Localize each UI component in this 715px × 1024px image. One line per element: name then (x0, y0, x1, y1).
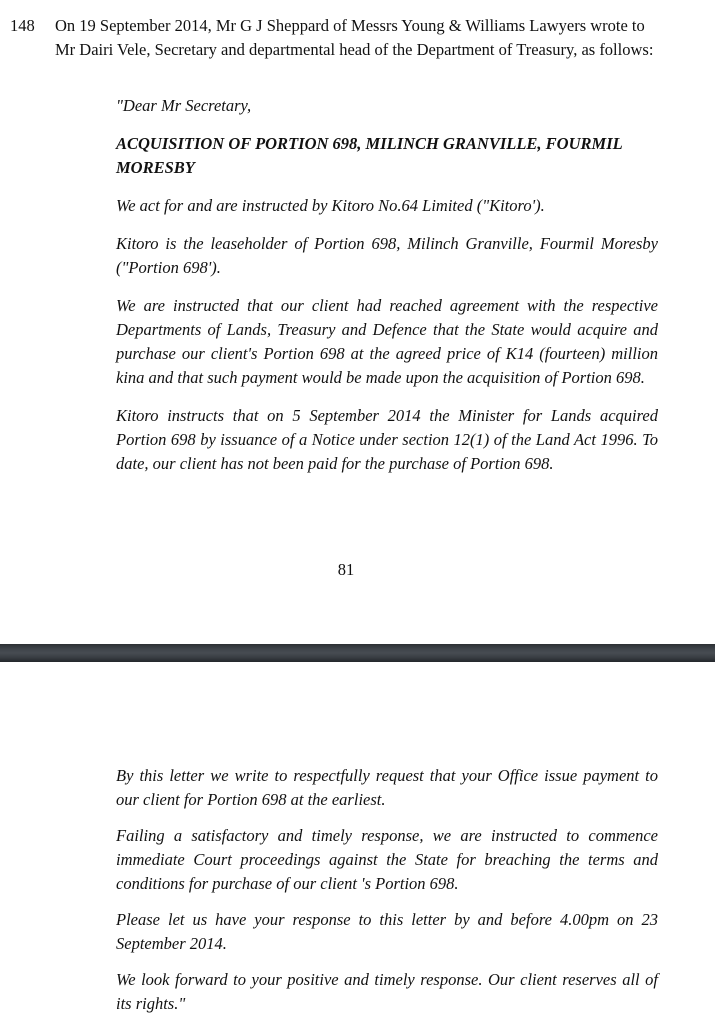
letter-salutation: "Dear Mr Secretary, (116, 96, 252, 115)
page-2 (0, 662, 715, 1024)
letter-paragraph: We look forward to your positive and timely response. Our client reserves all of its rights." (116, 970, 658, 1013)
letter-subject-line: ACQUISITION OF PORTION 698, MILINCH GRANVILLE, FOURMIL MORESBY (116, 134, 623, 177)
letter-paragraph: Kitoro instructs that on 5 September 2014 the Minister for Lands acquired Portion 698 by issuance of a Notice under section 12(1) of the Land Act 1996. To date, our client has not been paid for the purchase of Portion 698. (116, 406, 658, 473)
letter-paragraph: Please let us have your response to this letter by and before 4.00pm on 23 September 2014. (116, 910, 658, 953)
quoted-letter-page1 (116, 94, 658, 476)
intro-paragraph: On 19 September 2014, Mr G J Sheppard of Messrs Young & Williams Lawyers wrote to Mr Dairi Vele, Secretary and departmental head of the Department of Treasury, as follows: (55, 16, 654, 59)
page-number: 81 (337, 560, 355, 579)
letter-paragraph: Kitoro is the leaseholder of Portion 698, Milinch Granville, Fourmil Moresby ("Portion 698'). (116, 234, 658, 277)
paragraph-number: 148 (10, 16, 35, 35)
letter-paragraph: Failing a satisfactory and timely response, we are instructed to commence immediate Court proceedings against the State for breaching the terms and conditions for purchase of our client 's Portion 698. (116, 826, 658, 893)
numbered-paragraph-148 (10, 14, 670, 62)
letter-paragraph: By this letter we write to respectfully request that your Office issue payment to our client for Portion 698 at the earliest. (116, 766, 658, 809)
page-separator-band (0, 644, 715, 662)
letter-paragraph: We act for and are instructed by Kitoro No.64 Limited ("Kitoro'). (116, 196, 545, 215)
letter-paragraph: We are instructed that our client had reached agreement with the respective Departments of Lands, Treasury and Defence that the State would acquire and purchase our client's Portion 698 at the agreed price of K14 (fourteen) million kina and that such payment would be made upon the acquisition of Portion 698. (116, 296, 658, 387)
quoted-letter-page2 (116, 764, 658, 1016)
